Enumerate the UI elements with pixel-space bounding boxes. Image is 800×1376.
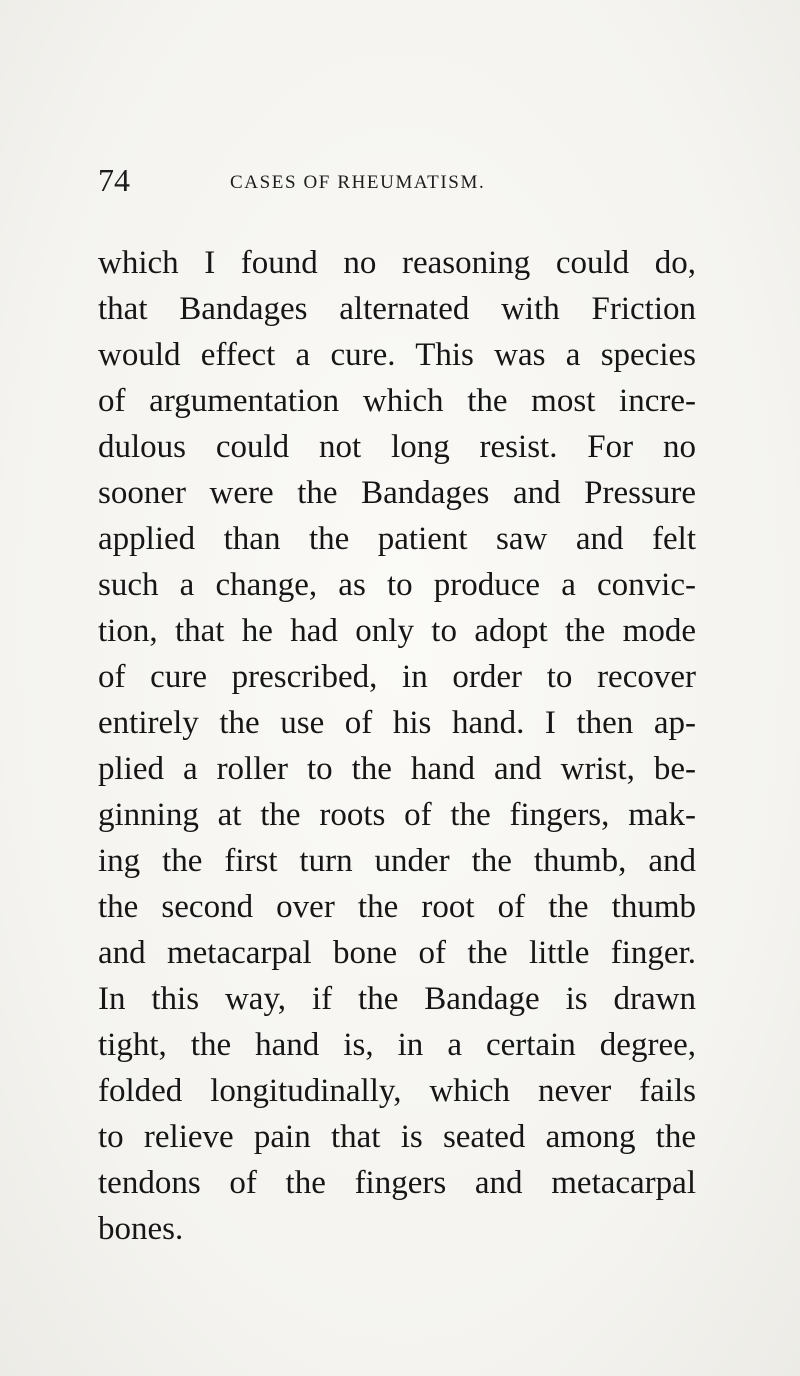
text-line: sooner were the Bandages and Pressure — [98, 475, 696, 511]
text-line: tendons of the fingers and metacarpal — [98, 1165, 696, 1201]
text-line: ing the first turn under the thumb, and — [98, 843, 696, 879]
text-line: tion, that he had only to adopt the mode — [98, 613, 696, 649]
text-line: the second over the root of the thumb — [98, 889, 696, 925]
text-line: dulous could not long resist. For no — [98, 429, 696, 465]
text-line: tight, the hand is, in a certain degree, — [98, 1027, 696, 1063]
text-line: plied a roller to the hand and wrist, be- — [98, 751, 696, 787]
text-line: ginning at the roots of the fingers, mak- — [98, 797, 696, 833]
body-text — [98, 240, 696, 1252]
text-line: In this way, if the Bandage is drawn — [98, 981, 696, 1017]
text-line: of argumentation which the most incre- — [98, 383, 696, 419]
page-number: 74 — [98, 162, 130, 198]
text-line: would effect a cure. This was a species — [98, 337, 696, 373]
page-header — [96, 162, 696, 202]
text-line: bones. — [98, 1211, 184, 1247]
running-head: CASES OF RHEUMATISM. — [230, 172, 486, 193]
text-line: of cure prescribed, in order to recover — [98, 659, 696, 695]
text-line: entirely the use of his hand. I then ap- — [98, 705, 696, 741]
text-line: folded longitudinally, which never fails — [98, 1073, 696, 1109]
text-line: that Bandages alternated with Friction — [98, 291, 696, 327]
text-line: and metacarpal bone of the little finger. — [98, 935, 696, 971]
text-line: such a change, as to produce a convic- — [98, 567, 696, 603]
text-line: which I found no reasoning could do, — [98, 245, 696, 281]
text-line: applied than the patient saw and felt — [98, 521, 696, 557]
text-line: to relieve pain that is seated among the — [98, 1119, 696, 1155]
